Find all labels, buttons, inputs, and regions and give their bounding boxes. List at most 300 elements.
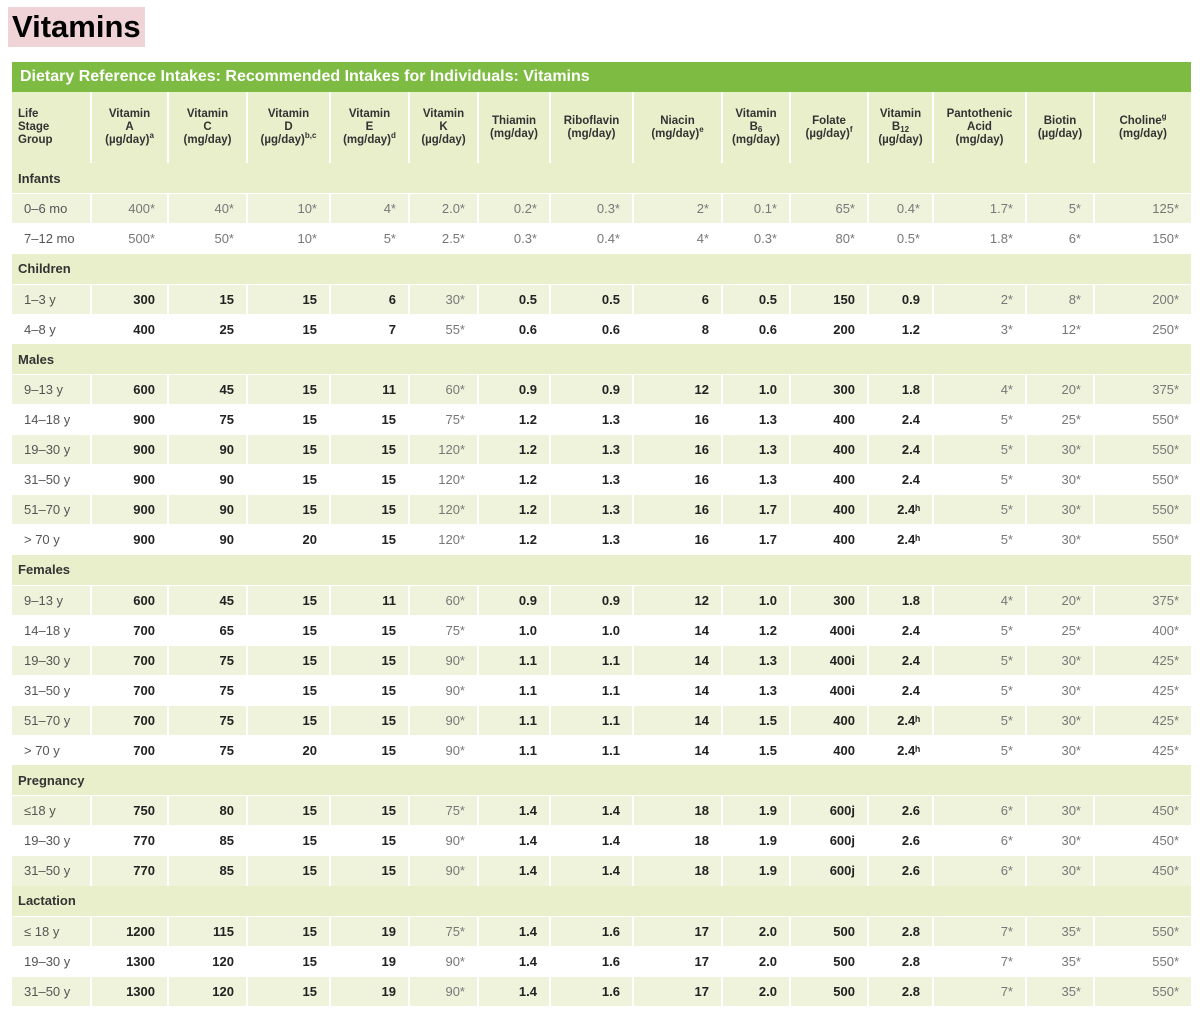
- value-cell: 11: [330, 585, 409, 615]
- value-cell: 1300: [91, 946, 168, 976]
- value-cell: 19: [330, 916, 409, 946]
- value-cell: 1.8: [868, 585, 933, 615]
- value-cell: 15: [247, 856, 330, 886]
- value-cell: 5*: [933, 525, 1026, 555]
- value-cell: 1.1: [550, 705, 633, 735]
- value-cell: 75*: [409, 796, 478, 826]
- value-cell: 0.9: [478, 375, 550, 405]
- value-cell: 1.6: [550, 946, 633, 976]
- value-cell: 1.2: [478, 525, 550, 555]
- column-header: [478, 92, 550, 163]
- value-cell: 6: [633, 284, 722, 314]
- value-cell: 1.9: [722, 856, 790, 886]
- value-cell: 90: [168, 525, 247, 555]
- value-cell: 500: [790, 916, 868, 946]
- value-cell: 75*: [409, 916, 478, 946]
- value-cell: 80: [168, 796, 247, 826]
- value-cell: 900: [91, 525, 168, 555]
- value-cell: 15: [330, 796, 409, 826]
- life-stage-cell: 4–8 y: [12, 314, 91, 344]
- value-cell: 250*: [1094, 314, 1191, 344]
- value-cell: 425*: [1094, 645, 1191, 675]
- column-header-line: (mg/day): [732, 134, 780, 146]
- value-cell: 500: [790, 946, 868, 976]
- value-cell: 1.4: [478, 976, 550, 1006]
- value-cell: 14: [633, 645, 722, 675]
- footnote-marker: g: [1161, 111, 1167, 121]
- value-cell: 16: [633, 435, 722, 465]
- value-cell: 125*: [1094, 194, 1191, 224]
- value-cell: 15: [247, 976, 330, 1006]
- value-cell: 120: [168, 976, 247, 1006]
- value-cell: 75*: [409, 615, 478, 645]
- value-cell: 700: [91, 615, 168, 645]
- value-cell: 50*: [168, 224, 247, 254]
- value-cell: 8*: [1026, 284, 1094, 314]
- value-cell: 0.5: [722, 284, 790, 314]
- value-cell: 1.1: [478, 705, 550, 735]
- value-cell: 15: [247, 435, 330, 465]
- value-cell: 0.5*: [868, 224, 933, 254]
- value-cell: 150*: [1094, 224, 1191, 254]
- value-cell: 1.4: [478, 796, 550, 826]
- column-header-line: $(mg/day)^d$: [343, 131, 396, 146]
- value-cell: 1.3: [722, 675, 790, 705]
- value-cell: 550*: [1094, 525, 1191, 555]
- life-stage-cell: 19–30 y: [12, 946, 91, 976]
- value-cell: 500*: [91, 224, 168, 254]
- value-cell: 2*: [933, 284, 1026, 314]
- table-row: [12, 224, 1191, 254]
- life-stage-cell: > 70 y: [12, 525, 91, 555]
- value-cell: 16: [633, 525, 722, 555]
- value-cell: 2*: [633, 194, 722, 224]
- value-cell: 2.6: [868, 796, 933, 826]
- value-cell: 4*: [330, 194, 409, 224]
- value-cell: 35*: [1026, 946, 1094, 976]
- value-cell: 150: [790, 284, 868, 314]
- table-row: [12, 585, 1191, 615]
- life-stage-cell: 51–70 y: [12, 495, 91, 525]
- value-cell: 1.3: [550, 405, 633, 435]
- value-cell: 20*: [1026, 585, 1094, 615]
- column-header-line: $(\mu g/day)^{b,c}$: [260, 131, 317, 146]
- value-cell: 30*: [1026, 856, 1094, 886]
- value-cell: 1.1: [550, 645, 633, 675]
- value-cell: 2.4ʰ: [868, 705, 933, 735]
- value-cell: 1.3: [550, 525, 633, 555]
- table-row: [12, 856, 1191, 886]
- value-cell: 5*: [1026, 194, 1094, 224]
- value-cell: 0.6: [550, 314, 633, 344]
- value-cell: 200*: [1094, 284, 1191, 314]
- value-cell: 15: [330, 615, 409, 645]
- value-cell: 1.4: [550, 826, 633, 856]
- life-stage-cell: 31–50 y: [12, 856, 91, 886]
- value-cell: 90*: [409, 735, 478, 765]
- value-cell: 1.9: [722, 826, 790, 856]
- value-cell: 5*: [933, 465, 1026, 495]
- table-row: [12, 675, 1191, 705]
- life-stage-cell: 7–12 mo: [12, 224, 91, 254]
- column-header-line: Acid: [967, 121, 992, 133]
- value-cell: 2.0: [722, 916, 790, 946]
- table-row: [12, 796, 1191, 826]
- column-header-line: C: [203, 121, 212, 133]
- table-body: [12, 163, 1191, 1006]
- life-stage-cell: 19–30 y: [12, 826, 91, 856]
- table-row: [12, 946, 1191, 976]
- value-cell: 425*: [1094, 735, 1191, 765]
- value-cell: 15: [330, 645, 409, 675]
- column-header-line: Vitamin: [108, 108, 151, 120]
- column-header-line: Vitamin: [735, 108, 777, 120]
- value-cell: 15: [247, 465, 330, 495]
- value-cell: 1.0: [478, 615, 550, 645]
- value-cell: 12: [633, 585, 722, 615]
- value-cell: 450*: [1094, 796, 1191, 826]
- value-cell: 0.4*: [868, 194, 933, 224]
- value-cell: 400: [790, 525, 868, 555]
- value-cell: 120: [168, 946, 247, 976]
- value-cell: 1.4: [478, 826, 550, 856]
- column-header-line: A: [125, 121, 134, 133]
- value-cell: 400: [91, 314, 168, 344]
- value-cell: 1.5: [722, 705, 790, 735]
- value-cell: 900: [91, 465, 168, 495]
- value-cell: 700: [91, 735, 168, 765]
- column-header-line: (µg/day): [1037, 127, 1083, 140]
- value-cell: 4*: [633, 224, 722, 254]
- value-cell: 17: [633, 916, 722, 946]
- value-cell: 15: [247, 284, 330, 314]
- value-cell: 4*: [933, 585, 1026, 615]
- column-header: [409, 92, 478, 163]
- value-cell: 1.2: [868, 314, 933, 344]
- value-cell: 5*: [933, 495, 1026, 525]
- value-cell: 15: [247, 615, 330, 645]
- value-cell: 2.8: [868, 916, 933, 946]
- value-cell: 115: [168, 916, 247, 946]
- column-header: [1094, 92, 1191, 163]
- group-label: Females: [12, 555, 1191, 586]
- column-header-line: K: [439, 121, 448, 133]
- value-cell: 900: [91, 435, 168, 465]
- value-cell: 1.3: [722, 465, 790, 495]
- column-header: [247, 92, 330, 163]
- value-cell: 1.5: [722, 735, 790, 765]
- value-cell: 7*: [933, 946, 1026, 976]
- value-cell: 400i: [790, 645, 868, 675]
- value-cell: 7*: [933, 916, 1026, 946]
- value-cell: 75*: [409, 405, 478, 435]
- value-cell: 18: [633, 826, 722, 856]
- group-label: Males: [12, 344, 1191, 375]
- value-cell: 550*: [1094, 405, 1191, 435]
- table-row: [12, 525, 1191, 555]
- value-cell: 120*: [409, 495, 478, 525]
- value-cell: 400: [790, 705, 868, 735]
- value-cell: 15: [247, 314, 330, 344]
- value-cell: 15: [330, 826, 409, 856]
- column-header-line: Vitamin: [348, 108, 391, 120]
- value-cell: 15: [330, 705, 409, 735]
- value-cell: 900: [91, 405, 168, 435]
- value-cell: 15: [330, 495, 409, 525]
- column-header-line: B6: [749, 121, 763, 134]
- value-cell: 90: [168, 465, 247, 495]
- value-cell: 1.3: [550, 495, 633, 525]
- value-cell: 1.1: [478, 735, 550, 765]
- column-header: [790, 92, 868, 163]
- column-header: [12, 92, 91, 163]
- footnote-marker: f: [849, 124, 853, 134]
- value-cell: 0.1*: [722, 194, 790, 224]
- value-cell: 30*: [1026, 796, 1094, 826]
- value-cell: 17: [633, 976, 722, 1006]
- value-cell: 12*: [1026, 314, 1094, 344]
- value-cell: 0.9: [868, 284, 933, 314]
- value-cell: 0.9: [550, 375, 633, 405]
- value-cell: 425*: [1094, 675, 1191, 705]
- value-cell: 0.3*: [722, 224, 790, 254]
- column-header-line: (mg/day): [955, 134, 1004, 146]
- table-row: [12, 314, 1191, 344]
- value-cell: 20*: [1026, 375, 1094, 405]
- life-stage-cell: ≤ 18 y: [12, 916, 91, 946]
- value-cell: 2.4ʰ: [868, 735, 933, 765]
- value-cell: 5*: [933, 705, 1026, 735]
- value-cell: 0.3*: [478, 224, 550, 254]
- column-header-line: D: [284, 121, 293, 133]
- column-header-line: Vitamin: [186, 108, 229, 120]
- value-cell: 15: [330, 675, 409, 705]
- value-cell: 65: [168, 615, 247, 645]
- value-cell: 1.2: [478, 495, 550, 525]
- value-cell: 400*: [1094, 615, 1191, 645]
- value-cell: 1.7: [722, 525, 790, 555]
- table-row: [12, 735, 1191, 765]
- column-header-line: B12: [891, 121, 910, 134]
- value-cell: 25: [168, 314, 247, 344]
- value-cell: 15: [247, 946, 330, 976]
- value-cell: 600j: [790, 796, 868, 826]
- value-cell: 1.2: [722, 615, 790, 645]
- value-cell: 12: [633, 375, 722, 405]
- value-cell: 5*: [330, 224, 409, 254]
- value-cell: 2.4: [868, 675, 933, 705]
- value-cell: 770: [91, 826, 168, 856]
- value-cell: 15: [330, 735, 409, 765]
- value-cell: 6*: [933, 826, 1026, 856]
- value-cell: 15: [247, 826, 330, 856]
- table-row: [12, 826, 1191, 856]
- value-cell: 900: [91, 495, 168, 525]
- value-cell: 2.8: [868, 976, 933, 1006]
- column-header: [550, 92, 633, 163]
- value-cell: 15: [330, 435, 409, 465]
- value-cell: 2.5*: [409, 224, 478, 254]
- footnote-marker: e: [699, 124, 704, 134]
- value-cell: 15: [247, 796, 330, 826]
- value-cell: 400: [790, 435, 868, 465]
- value-cell: 15: [247, 495, 330, 525]
- subscript: 12: [900, 125, 910, 134]
- value-cell: 300: [790, 585, 868, 615]
- value-cell: 20: [247, 735, 330, 765]
- value-cell: 15: [247, 916, 330, 946]
- value-cell: 90*: [409, 856, 478, 886]
- value-cell: 35*: [1026, 916, 1094, 946]
- value-cell: 2.0*: [409, 194, 478, 224]
- value-cell: 7*: [933, 976, 1026, 1006]
- column-header-line: Group: [18, 134, 53, 146]
- column-header-line: Niacin: [660, 114, 695, 127]
- value-cell: 400*: [91, 194, 168, 224]
- value-cell: 16: [633, 405, 722, 435]
- group-row: [12, 163, 1191, 194]
- value-cell: 15: [330, 525, 409, 555]
- column-header: [168, 92, 247, 163]
- value-cell: 1.4: [478, 856, 550, 886]
- value-cell: 1.1: [550, 735, 633, 765]
- table-title: Dietary Reference Intakes: Recommended Intakes for Individuals: Vitamins: [12, 62, 1191, 92]
- value-cell: 1.9: [722, 796, 790, 826]
- value-cell: 20: [247, 525, 330, 555]
- value-cell: 30*: [1026, 645, 1094, 675]
- group-label: Children: [12, 254, 1191, 285]
- value-cell: 90: [168, 435, 247, 465]
- value-cell: 25*: [1026, 405, 1094, 435]
- column-header-line: (mg/day): [490, 127, 538, 140]
- value-cell: 400: [790, 495, 868, 525]
- life-stage-cell: > 70 y: [12, 735, 91, 765]
- value-cell: 5*: [933, 675, 1026, 705]
- table-row: [12, 284, 1191, 314]
- value-cell: 400: [790, 735, 868, 765]
- table-row: [12, 645, 1191, 675]
- column-header-line: Stage: [18, 121, 50, 133]
- life-stage-cell: 9–13 y: [12, 585, 91, 615]
- value-cell: 1.1: [478, 675, 550, 705]
- column-header: [330, 92, 409, 163]
- value-cell: 450*: [1094, 826, 1191, 856]
- value-cell: 120*: [409, 435, 478, 465]
- value-cell: 30*: [1026, 826, 1094, 856]
- value-cell: 15: [247, 585, 330, 615]
- value-cell: 1.3: [550, 465, 633, 495]
- column-header-line: Life: [18, 108, 39, 120]
- value-cell: 0.3*: [550, 194, 633, 224]
- value-cell: 16: [633, 495, 722, 525]
- value-cell: 6*: [933, 856, 1026, 886]
- column-header-line: Choline$^g$: [1119, 111, 1167, 127]
- value-cell: 1.1: [550, 675, 633, 705]
- group-row: [12, 886, 1191, 917]
- value-cell: 14: [633, 615, 722, 645]
- value-cell: 1.4: [478, 916, 550, 946]
- column-header-line: (mg/day): [567, 127, 616, 140]
- value-cell: 30*: [1026, 465, 1094, 495]
- column-header-line: Riboflavin: [563, 114, 620, 127]
- value-cell: 1.2: [478, 435, 550, 465]
- column-header-line: Vitamin: [267, 108, 310, 120]
- value-cell: 45: [168, 585, 247, 615]
- value-cell: 1.8: [868, 375, 933, 405]
- value-cell: 2.4ʰ: [868, 525, 933, 555]
- value-cell: 450*: [1094, 856, 1191, 886]
- value-cell: 30*: [1026, 675, 1094, 705]
- group-label: Pregnancy: [12, 765, 1191, 796]
- table-row: [12, 705, 1191, 735]
- value-cell: 1.4: [550, 796, 633, 826]
- value-cell: 400: [790, 405, 868, 435]
- column-header-line: Thiamin: [491, 114, 537, 127]
- value-cell: 8: [633, 314, 722, 344]
- value-cell: 1.2: [478, 465, 550, 495]
- value-cell: 6*: [933, 796, 1026, 826]
- value-cell: 90: [168, 495, 247, 525]
- table-row: [12, 615, 1191, 645]
- column-header-line: Vitamin: [879, 108, 922, 120]
- value-cell: 1.4: [550, 856, 633, 886]
- value-cell: 400i: [790, 675, 868, 705]
- value-cell: 6: [330, 284, 409, 314]
- table-row: [12, 465, 1191, 495]
- value-cell: 90*: [409, 976, 478, 1006]
- value-cell: 15: [247, 645, 330, 675]
- value-cell: 120*: [409, 465, 478, 495]
- value-cell: 75: [168, 705, 247, 735]
- value-cell: 700: [91, 645, 168, 675]
- table-row: [12, 405, 1191, 435]
- value-cell: 90*: [409, 826, 478, 856]
- value-cell: 1.1: [478, 645, 550, 675]
- group-row: [12, 555, 1191, 586]
- value-cell: 550*: [1094, 916, 1191, 946]
- value-cell: 45: [168, 375, 247, 405]
- column-header: [933, 92, 1026, 163]
- value-cell: 30*: [1026, 495, 1094, 525]
- value-cell: 90*: [409, 705, 478, 735]
- value-cell: 90*: [409, 675, 478, 705]
- value-cell: 1.0: [722, 585, 790, 615]
- footnote-marker: d: [391, 131, 396, 141]
- subscript: 6: [757, 125, 763, 134]
- value-cell: 11: [330, 375, 409, 405]
- value-cell: 15: [330, 856, 409, 886]
- value-cell: 15: [247, 705, 330, 735]
- value-cell: 5*: [933, 405, 1026, 435]
- value-cell: 85: [168, 826, 247, 856]
- value-cell: 200: [790, 314, 868, 344]
- value-cell: 550*: [1094, 465, 1191, 495]
- value-cell: 2.6: [868, 826, 933, 856]
- value-cell: 15: [247, 405, 330, 435]
- column-header: [868, 92, 933, 163]
- group-label: Infants: [12, 163, 1191, 194]
- value-cell: 2.4: [868, 645, 933, 675]
- value-cell: 1.6: [550, 916, 633, 946]
- value-cell: 0.5: [550, 284, 633, 314]
- value-cell: 400: [790, 465, 868, 495]
- value-cell: 19: [330, 976, 409, 1006]
- value-cell: 2.4: [868, 435, 933, 465]
- value-cell: 85: [168, 856, 247, 886]
- value-cell: 1.2: [478, 405, 550, 435]
- table-row: [12, 194, 1191, 224]
- group-row: [12, 254, 1191, 285]
